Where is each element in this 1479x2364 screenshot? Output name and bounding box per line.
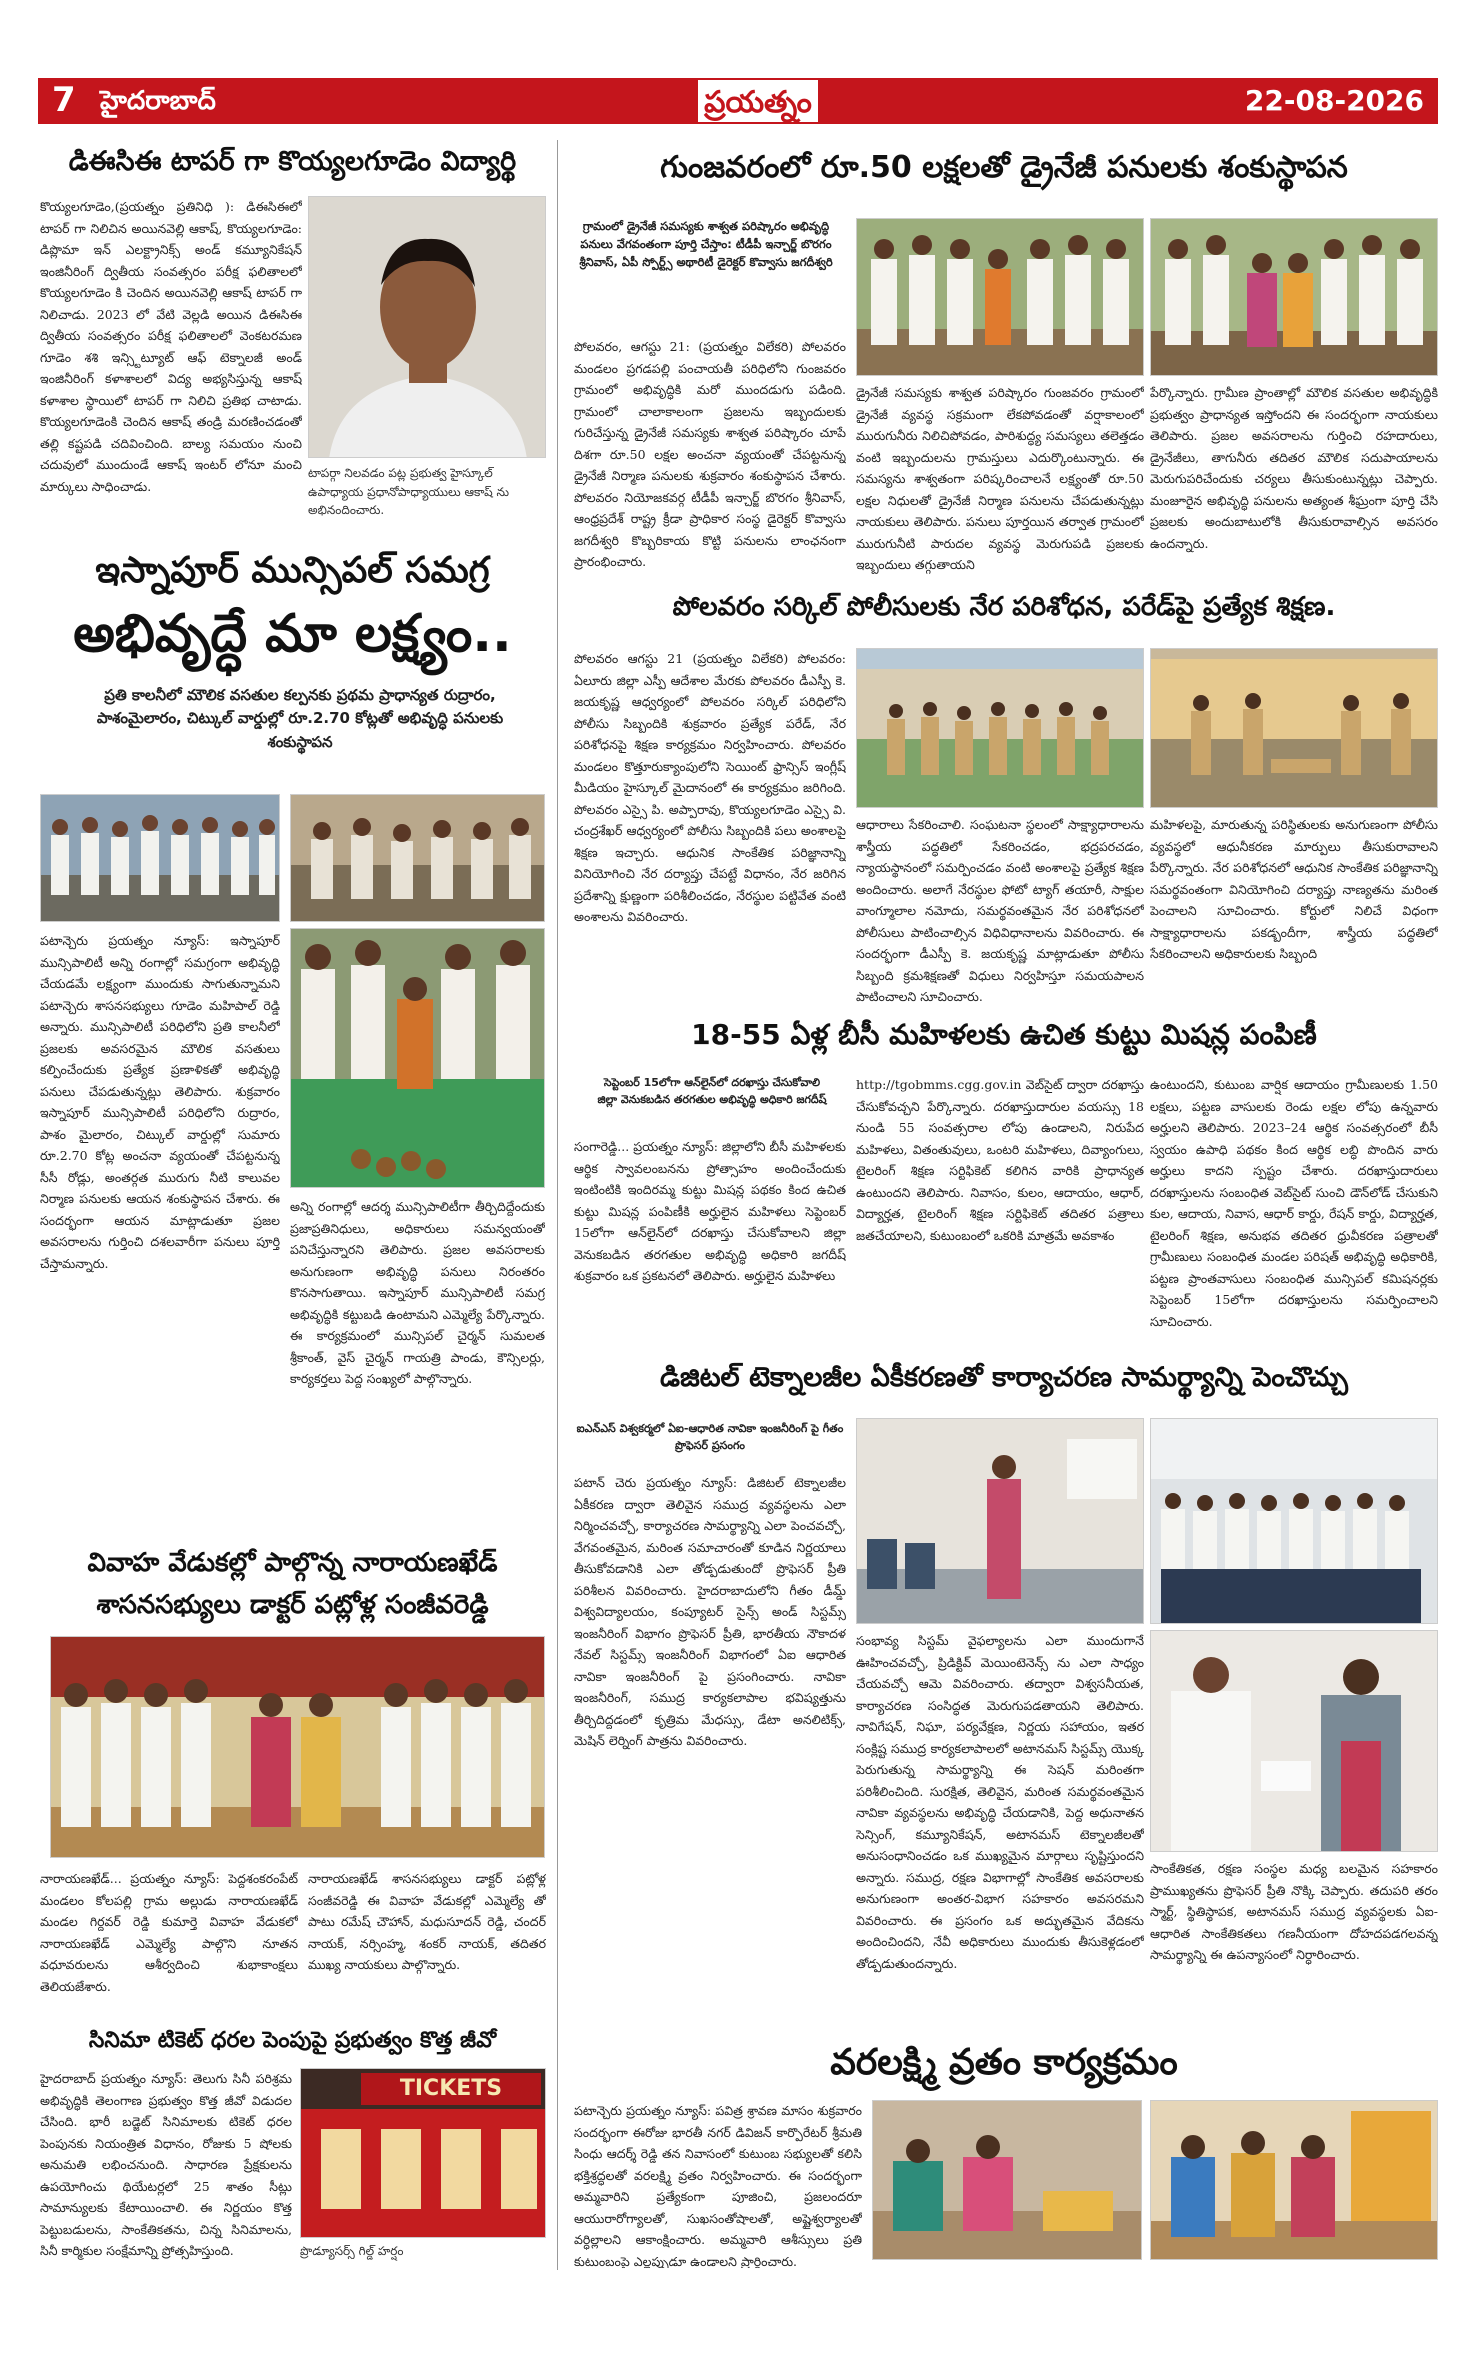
page-number: 7 [52,80,76,120]
paper-name: ప్రయత్నం [698,80,818,122]
article-4-body: హైదరాబాద్ ప్రయత్నం న్యూస్: తెలుగు సినీ పరిశ్రమ అభివృద్ధికి తెలంగాణ ప్రభుత్వం కొత్త జీవో విడుదల చేసింది. భారీ బడ్జెట్ సినిమాలకు టికెట్ ధరల పెంపునకు నియంత్రిత విధానం, రోజుకు 5 షోలకు అనుమతి లభించనుంది. సాధారణ ప్రేక్షకులను ఉపయోగించు థియేటర్లలో 25 శాతం సీట్లు సామాన్యులకు కేటాయించాలి. ఈ నిర్ణయం కొత్త పెట్టుబడులను, సాంకేతికతను, చిన్న సినిమాలను, సినీ కార్మికుల సంక్షేమాన్ని ప్రోత్సహిస్తుంది. [40,2071,292,2258]
article-8-body-col2: సంభావ్య సిస్టమ్ వైఫల్యాలను ఎలా ముందుగానే ఊహించవచ్చో, ప్రిడిక్టివ్ మెయింటెనెన్స్ ను ఎలా సాధ్యం చేయవచ్చో ఆమె వివరించారు. తద్వారా విశ్వసనీయత, కార్యాచరణ సంసిద్ధత మెరుగుపడతాయని తెలిపారు. నావిగేషన్, నిఘా, పర్యవేక్షణ, నిర్ణయ సహాయం, ఇతర సంక్లిష్ట సముద్ర కార్యకలాపాలలో అటానమస్ సిస్టమ్స్ యొక్క పెరుగుతున్న సామర్థ్యాన్ని ఈ సెషన్ మరింతగా పరిశీలించింది. సురక్షిత, తెలివైన, మరింత సమర్థవంతమైన నావికా వ్యవస్థలను అభివృద్ధి చేయడానికి, పెద్ద అధునాతన సెన్సింగ్, కమ్యూనికేషన్, అటానమస్ టెక్నాలజీలతో అనుసంధానించడం ఒక ముఖ్యమైన మార్గాలు సృష్టిస్తుందని అన్నారు. సముద్ర, రక్షణ విభాగాల్లో సాంకేతిక అవసరాలకు అనుగుణంగా అంతర-విభాగ సహకారం అవసరమని వివరించారు. ఈ ప్రసంగం ఒక అద్భుతమైన వేదికను అందించిందని, నేవీ అధికారులు ముందుకు తీసుకెళ్లడంలో తోడ్పడుతుందన్నారు. [856,1633,1144,1971]
article-1-body: కొయ్యలగూడెం,(ప్రయత్నం ప్రతినిధి ): డిఈసిఈలో టాపర్ గా నిలిచిన అయినవెల్లి ఆకాష్, కొయ్యలగూడెం: డిప్లొమా ఇన్ ఎలక్ట్రానిక్స్ అండ్ కమ్యూనికేషన్ ఇంజినీరింగ్ ద్వితీయ సంవత్సరం పరీక్ష ఫలితాలలో కొయ్యలగూడెం కి చెందిన అయినవెల్లి ఆకాష్ టాపర్ గా నిలిచాడు. 2023 లో వేటి వెల్లడి అయిన డిఈసిఈ ద్వితీయ సంవత్సరం పరీక్ష ఫలితాలలో వెంకటరమణ గూడెం శశి ఇన్స్టిట్యూట్ ఆఫ్ టెక్నాలజీ అండ్ ఇంజినీరింగ్ కళాశాలలో విద్య అభ్యసిస్తున్న ఆకాష్ కళాశాల స్థాయిలో టాపర్ గా నిలిచి ప్రతిభ చాటాడు. కొయ్యలగూడెంకి చెందిన ఆకాష్ తండ్రి మరణించడంతో తల్లి కష్టపడి చదివించింది. బాల్య సమయం నుంచి చదువులో ముందుండే ఆకాష్ ఇంటర్ లోనూ మంచి మార్కులు సాధించాడు. [40,199,302,494]
student-photo [308,196,546,458]
vratham-photo-1 [872,2100,1142,2260]
student-photo-caption: టాపర్గా నిలవడం పట్ల ప్రభుత్వ హైస్కూల్ ఉపాధ్యాయ ప్రధానోపాధ్యాయులు ఆకాష్ ను అభినందించారు. [308,466,510,518]
vratham-photo-2 [1150,2100,1438,2260]
edition-city: హైదరాబాద్ [100,86,216,116]
article-8-body-col3: సాంకేతికత, రక్షణ సంస్థల మధ్య బలమైన సహకారం ప్రాముఖ్యతను ప్రొఫెసర్ ప్రీతి నొక్కి చెప్పారు. తదుపరి తరం స్మార్ట్, స్థితిస్థాపక, అటానమస్ సముద్ర వ్యవస్థలకు ఏఐ-ఆధారిత సాంకేతికతలు గణనీయంగా దోహదపడగలవన్న సామర్థ్యాన్ని ఈ ఉపన్యాసంలో నిర్ధారించారు. [1150,1861,1438,1962]
cinema-ticket-photo [300,2068,546,2238]
article-5-subheadline: గ్రామంలో డ్రైనేజీ సమస్యకు శాశ్వత పరిష్కారం అభివృద్ధి పనులు వేగవంతంగా పూర్తి చేస్తాం: టీడీపీ ఇన్చార్జ్ బొరగం శ్రీనివాస్, ఏపీ స్పోర్ట్స్ అథారిటీ డైరెక్టర్ కొవ్వాసు జగదీశ్వరి [579,219,833,269]
article-1-headline: డిఈసిఈ టాపర్ గా కొయ్యలగూడెం విద్యార్థి [68,146,517,177]
article-7-body-col1: సంగారెడ్డి... ప్రయత్నం న్యూస్: జిల్లాలోని బీసీ మహిళలకు ఆర్థిక స్వావలంబనను ప్రోత్సాహం అందించేందుకు ఇంటింటికి ఇందిరమ్మ కుట్టు మిషన్ల పథకం కింద ఉచిత కుట్టు మిషన్ల పంపిణీకి అర్హులైన మహిళలు సెప్టెంబర్ 15లోగా ఆన్‌లైన్‌లో దరఖాస్తు చేసుకోవాలని జిల్లా వెనుకబడిన తరగతుల అభివృద్ధి అధికారి జగదీష్ శుక్రవారం ఒక ప్రకటనలో తెలిపారు. అర్హులైన మహిళలు [574,1139,846,1283]
article-2-body-col1: పటాన్చెరు ప్రయత్నం న్యూస్: ఇస్నాపూర్ మున్సిపాలిటీ అన్ని రంగాల్లో సమగ్రంగా అభివృద్ధి చేయడమే లక్ష్యంగా ముందుకు సాగుతున్నామని పటాన్చెరు శాసనసభ్యులు గూడెం మహిపాల్ రెడ్డి అన్నారు. మున్సిపాలిటీ పరిధిలోని ప్రతి కాలనీలో ప్రజలకు అవసరమైన మౌలిక వసతులు కల్పించేందుకు ప్రత్యేక ప్రణాళికతో అభివృద్ధి పనులు చేపడుతున్నట్లు తెలిపారు. శుక్రవారం ఇస్నాపూర్ మున్సిపాలిటీ పరిధిలోని రుద్రారం, పాశం మైలారం, చిట్కుల్ వార్డుల్లో సుమారు రూ.2.70 కోట్ల అంచనా వ్యయంతో చేపట్టనున్న సీసీ రోడ్లు, అంతర్గత మురుగు నీటి కాలువల నిర్మాణ పనులకు ఆయన శంకుస్థాపన చేశారు. ఈ సందర్భంగా ఆయన మాట్లాడుతూ ప్రజల అవసరాలను గుర్తించి దశలవారీగా పనులు పూర్తి చేస్తామన్నారు. [40,933,280,1271]
article-6-body-col3: మహిళలపై, మారుతున్న పరిస్థితులకు అనుగుణంగా పోలీసు వ్యవస్థలో ఆధునీకరణ మార్పులు తీసుకురావాలని పేర్కొన్నారు. నేర పరిశోధనలో ఆధునిక సాంకేతిక పరిజ్ఞానాన్ని సమర్థవంతంగా వినియోగించి దర్యాప్తు నాణ్యతను మరింత పెంచాలని సూచించారు. కోర్టులో నిలిచే విధంగా సాక్ష్యాధారాలను పకడ్బందీగా, శాస్త్రీయ పద్ధతిలో సేకరించాలని అధికారులకు సిబ్బంది [1150,817,1438,961]
drainage-photo-2 [1150,218,1438,376]
article-2-headline-line1: ఇస్నాపూర్ మున్సిపల్ సమగ్ర [95,550,490,591]
article-5-body-col3: పేర్కొన్నారు. గ్రామీణ ప్రాంతాల్లో మౌలిక వసతుల అభివృద్ధికి ప్రభుత్వం ప్రాధాన్యత ఇస్తోందని ఈ సందర్భంగా నాయకులు తెలిపారు. ప్రజల అవసరాలను గుర్తించి రహదారులు, డ్రైనేజీలు, తాగునీరు తదితర మౌలిక సదుపాయాలను మెరుగుపరిచేందుకు చర్యలు తీసుకుంటున్నట్లు చెప్పారు. మంజూరైన అభివృద్ధి పనులను అత్యంత శీఘ్రంగా పూర్తి చేసి ప్రజలకు అందుబాటులోకి తీసుకురావాల్సిన అవసరం ఉందన్నారు. [1150,385,1438,551]
masthead [38,78,1438,124]
article-7-headline: 18-55 ఏళ్ల బీసీ మహిళలకు ఉచిత కుట్టు మిషన్ల పంపిణీ [691,1018,1317,1051]
article-2-subheadline: ప్రతి కాలనీలో మౌలిక వసతుల కల్పనకు ప్రథమ ప్రాధాన్యత రుద్రారం, పాశంమైలారం, చిట్కుల్ వార్డుల్లో రూ.2.70 కోట్లతో అభివృద్ధి పనులకు శంకుస్థాపన [96,686,504,751]
article-3-headline-line2: శాసనసభ్యులు డాక్టర్ పట్లోళ్ల సంజీవరెడ్డి [96,1590,489,1620]
tickets-sign: TICKETS [361,2073,541,2105]
article-7-subheadline: సెప్టెంబర్ 15లోగా ఆన్‌లైన్‌లో దరఖాస్తు చేసుకోవాలి జిల్లా వెనుకబడిన తరగతుల అభివృద్ధి అధికారి జగదీష్ [597,1076,827,1107]
article-6-body-col2: ఆధారాలు సేకరించాలి. సంఘటనా స్థలంలో సాక్ష్యాధారాలను శాస్త్రీయ పద్ధతిలో సేకరించడం, భద్రపరచడం, న్యాయస్థానంలో సమర్పించడం వంటి అంశాలపై ప్రత్యేక శిక్షణ అందించారు. అలాగే నేరస్థుల ఫోటో ట్యాగ్ తయారీ, సాక్షుల వాంగ్మూలాల నమోదు, సమర్థవంతమైన నేర పరిశోధనలో పోలీసులు పాటించాల్సిన విధివిధానాలను వివరించారు. ఈ సందర్భంగా డీఎస్పీ కె. జయకృష్ణ మాట్లాడుతూ పోలీసు సిబ్బంది క్రమశిక్షణతో విధులు నిర్వహిస్తూ సమయపాలన పాటించాలని సూచించారు. [856,817,1144,1004]
lecture-photo-felicitation [1150,1630,1438,1852]
article-7-body-col3: ఉంటుందని, కుటుంబ వార్షిక ఆదాయం గ్రామీణులకు 1.50 లక్షలు, పట్టణ వాసులకు రెండు లక్షల లోపు ఉన్నవారు అర్హులని తెలిపారు. 2023–24 ఆర్థిక సంవత్సరంలో బీసీ స్వయం ఉపాధి పథకం కింద ఆర్థిక లబ్ధి పొందిన వారు అర్హులు కాదని స్పష్టం చేశారు. దరఖాస్తుదారులు దరఖాస్తులను సంబంధిత వెబ్‌సైట్ సుంచి డౌన్‌లోడ్ చేసుకుని కుల, ఆదాయ, నివాస, ఆధార్ కార్డు, రేషన్ కార్డు, విద్యార్హత, టైలరింగ్ శిక్షణ, అనుభవ తదితర ధ్రువీకరణ పత్రాలతో గ్రామీణులు సంబంధిత మండల పరిషత్ అభివృద్ధి అధికారికి, పట్టణ ప్రాంతవాసులు సంబంధిత మున్సిపల్ కమిషనర్లకు సెప్టెంబర్ 15లోగా దరఖాస్తులను సమర్పించాలని సూచించారు. [1150,1077,1438,1329]
event-photo-group [40,794,280,922]
event-photo-ceremony [290,928,545,1188]
lecture-photo-audience [1150,1418,1438,1624]
lecture-photo-speaker [856,1418,1144,1624]
article-6-body-col1: పోలవరం ఆగస్టు 21 (ప్రయత్నం విలేకరి) పోలవరం: ఏలూరు జిల్లా ఎస్పీ ఆదేశాల మేరకు పోలవరం డీఎస్పీ కె. జయకృష్ణ ఆధ్వర్యంలో పోలవరం సర్కిల్ పరిధిలోని పోలీసు సిబ్బందికి శుక్రవారం ప్రత్యేక పరేడ్, నేర పరిశోధనపై శిక్షణ కార్యక్రమం నిర్వహించారు. పోలవరం మండలం కొత్తూరుక్యాంపులోని సెయింట్ ఫ్రాన్సిస్ ఇంగ్లీష్ మీడియం హైస్కూల్ మైదానంలో ఈ కార్యక్రమం జరిగింది. పోలవరం ఎస్సై పి. అప్పారావు, కొయ్యలగూడెం ఎస్సై వి. చంద్రశేఖర్ ఆధ్వర్యంలో పోలీసు సిబ్బందికి పలు అంశాలపై శిక్షణ ఇచ్చారు. ఆధునిక సాంకేతిక పరిజ్ఞానాన్ని వినియోగించి నేర దర్యాప్తు చేపట్టే విధానం, నేర జరిగిన ప్రదేశాన్ని క్షుణ్ణంగా పరిశీలించడం, నేరస్థుల పట్టివేత వంటి అంశాలను వివరించారు. [574,651,846,924]
article-6-headline: పోలవరం సర్కిల్ పోలీసులకు నేర పరిశోధన, పరేడ్‌పై ప్రత్యేక శిక్షణ. [672,592,1336,622]
police-parade-photo-1 [856,648,1144,808]
cinema-photo-caption: ప్రొడ్యూసర్స్ గిల్డ్ హర్షం [300,2244,404,2258]
article-8-subheadline: ఐఎన్ఎస్ విశ్వకర్మలో ఏఐ-ఆధారిత నావికా ఇంజనీరింగ్ పై గీతం ప్రొఫెసర్ ప్రసంగం [576,1422,844,1453]
issue-date: 22-08-2026 [1244,84,1424,117]
article-2-body-col2: అన్ని రంగాల్లో ఆదర్శ మున్సిపాలిటీగా తీర్చిదిద్దేందుకు ప్రజాప్రతినిధులు, అధికారులు సమన్వయంతో పనిచేస్తున్నారని తెలిపారు. ప్రజల అవసరాలకు అనుగుణంగా అభివృద్ధి పనులు నిరంతరం కొనసాగుతాయి. ఇస్నాపూర్ మున్సిపాలిటీ సమగ్ర అభివృద్ధికి కట్టుబడి ఉంటామని ఎమ్మెల్యే పేర్కొన్నారు. ఈ కార్యక్రమంలో మున్సిపల్ చైర్మన్ సుమలత శ్రీకాంత్, వైస్ చైర్మన్ గాయత్రి పాండు, కౌన్సిలర్లు, కార్యకర్తలు పెద్ద సంఖ్యలో పాల్గొన్నారు. [290,1199,545,1386]
article-5-headline: గుంజవరంలో రూ.50 లక్షలతో డ్రైనేజీ పనులకు శంకుస్థాపన [660,150,1348,185]
event-photo-gathering [290,794,545,922]
column-divider [557,140,558,2270]
article-7-body-col2: http://tgobmms.cgg.gov.in వెబ్‌సైట్ ద్వారా దరఖాస్తు చేసుకోవచ్చని పేర్కొన్నారు. దరఖాస్తుదారుల వయస్సు 18 నుండి 55 సంవత్సరాల లోపు ఉండాలని, నిరుపేద మహిళలు, వితంతువులు, ఒంటరి మహిళలు, దివ్యాంగులు, టైలరింగ్ శిక్షణ సర్టిఫికెట్ కలిగిన వారికి ప్రాధాన్యత ఉంటుందని తెలిపారు. నివాసం, కులం, ఆదాయం, ఆధార్, విద్యార్హత, టైలరింగ్ శిక్షణ సర్టిఫికెట్ తదితర పత్రాలు జతచేయాలని, కుటుంబంలో ఒకరికి మాత్రమే అవకాశం [856,1077,1144,1243]
article-9-body: పటాన్చెరు ప్రయత్నం న్యూస్: పవిత్ర శ్రావణ మాసం శుక్రవారం సందర్భంగా ఈరోజు భారతీ నగర్ డివిజన్ కార్పొరేటర్ శ్రీమతి సింధు ఆదర్శ్ రెడ్డి తన నివాసంలో కుటుంబ సభ్యులతో కలిసి భక్తిశ్రద్ధలతో వరలక్ష్మి వ్రతం నిర్వహించారు. ఈ సందర్భంగా అమ్మవారిని ప్రత్యేకంగా పూజించి, ప్రజలందరూ ఆయురారోగ్యాలతో, సుఖసంతోషాలతో, అష్టైశ్వర్యాలతో వర్ధిల్లాలని ఆకాంక్షించారు. అమ్మవారి ఆశీస్సులు ప్రతి కుటుంబంపై ఎల్లప్పుడూ ఉండాలని ప్రార్థించారు. [574,2103,862,2268]
drainage-photo-1 [856,218,1144,376]
article-8-body-col1: పటాన్ చెరు ప్రయత్నం న్యూస్: డిజిటల్ టెక్నాలజీల ఏకీకరణ ద్వారా తెలివైన సముద్ర వ్యవస్థలను ఎలా నిర్మించవచ్చో, కార్యాచరణ సామర్థ్యాన్ని ఎలా పెంచవచ్చో, వేగవంతమైన, మరింత సమాచారంతో కూడిన నిర్ణయాలు తీసుకోవడానికి ఎలా తోడ్పడుతుందో ప్రొఫెసర్ ప్రీతి పరిశీలన వివరించారు. హైదరాబాదులోని గీతం డీమ్డ్ విశ్వవిద్యాలయం, కంప్యూటర్ సైన్స్ అండ్ సిస్టమ్స్ ఇంజనీరింగ్ విభాగం ప్రొఫెసర్ ప్రీతి, భారతీయ నౌకాదళ నేవల్ సిస్టమ్స్ ఇంజనీరింగ్ విభాగంలో ఏఐ ఆధారిత నావికా ఇంజనీరింగ్ పై ప్రసంగించారు. నావికా ఇంజనీరింగ్, సముద్ర కార్యకలాపాల భవిష్యత్తును తీర్చిదిద్దడంలో కృత్రిమ మేధస్సు, డేటా అనలిటిక్స్, మెషిన్ లెర్నింగ్ పాత్రను వివరించారు. [574,1475,846,1748]
article-9-headline: వరలక్ష్మి వ్రతం కార్యక్రమం [830,2042,1178,2083]
article-5-body-col2: డ్రైనేజీ సమస్యకు శాశ్వత పరిష్కారం గుంజవరం గ్రామంలో డ్రైనేజీ వ్యవస్థ సక్రమంగా లేకపోవడంతో వర్షాకాలంలో మురుగునీరు నిలిచిపోవడం, పారిశుద్ధ్య సమస్యలు తలెత్తడం వంటి ఇబ్బందులను గ్రామస్తులు ఎదుర్కొంటున్నారు. ఈ సమస్యను శాశ్వతంగా పరిష్కరించాలనే లక్ష్యంతో రూ.50 లక్షల నిధులతో డ్రైనేజీ నిర్మాణ పనులను చేపడుతున్నట్లు నాయకులు తెలిపారు. పనులు పూర్తయిన తర్వాత గ్రామంలో మురుగునీటి పారుదల వ్యవస్థ మెరుగుపడి ప్రజలకు ఇబ్బందులు తగ్గుతాయని [856,385,1144,572]
article-4-headline: సినిమా టికెట్ ధరల పెంపుపై ప్రభుత్వం కొత్త జీవో [88,2028,497,2053]
article-3-headline-line1: వివాహ వేడుకల్లో పాల్గొన్న నారాయణఖేడ్ [87,1548,498,1578]
police-parade-photo-2 [1150,648,1438,808]
article-8-headline: డిజిటల్ టెక్నాలజీల ఏకీకరణతో కార్యాచరణ సామర్థ్యాన్ని పెంచొచ్చు [659,1362,1348,1393]
article-2-headline-line2: అభివృద్ధే మా లక్ష్యం.. [73,604,512,664]
article-5-body-col1: పోలవరం, ఆగస్టు 21: (ప్రయత్నం విలేకరి) పోలవరం మండలం ప్రగడపల్లి పంచాయతీ పరిధిలోని గుంజవరం గ్రామంలో అభివృద్ధికి మరో ముందడుగు పడింది. గ్రామంలో చాలాకాలంగా ప్రజలను ఇబ్బందులకు గురిచేస్తున్న డ్రైనేజీ సమస్యకు శాశ్వత పరిష్కారం చూపే దిశగా రూ.50 లక్షల అంచనా వ్యయంతో చేపట్టనున్న డ్రైనేజీ నిర్మాణ పనులకు శుక్రవారం శంకుస్థాపన చేశారు. పోలవరం నియోజకవర్గ టీడీపీ ఇన్చార్జ్ బొరగం శ్రీనివాస్, ఆంధ్రప్రదేశ్ రాష్ట్ర క్రీడా ప్రాధికార సంస్థ డైరెక్టర్ కొవ్వాసు జగదీశ్వరి కొబ్బరికాయ కొట్టి పనులను లాంఛనంగా ప్రారంభించారు. [574,339,846,569]
wedding-photo [50,1636,545,1858]
article-3-body-col2: నారాయణఖేడ్ శాసనసభ్యులు డాక్టర్ పట్లోళ్ల సంజీవరెడ్డి ఈ వివాహ వేడుకల్లో ఎమ్మెల్యే తో పాటు రమేష్ చౌహాన్, మధుసూదన్ రెడ్డి, చందర్ నాయక్, నర్సింహ్మ, శంకర్ నాయక్, తదితర ముఖ్య నాయకులు పాల్గొన్నారు. [308,1871,546,1972]
article-3-body-col1: నారాయణఖేడ్... ప్రయత్నం న్యూస్: పెద్దశంకరంపేట్ మండలం కోలపల్లి గ్రామ అల్లుడు నారాయణఖేడ్ మండల గిర్దవర్ రెడ్డి కుమార్తె వివాహ వేడుకలో నారాయణఖేడ్ ఎమ్మెల్యే పాల్గొని నూతన వధూవరులను ఆశీర్వదించి శుభాకాంక్షలు తెలియజేశారు. [40,1871,298,1994]
